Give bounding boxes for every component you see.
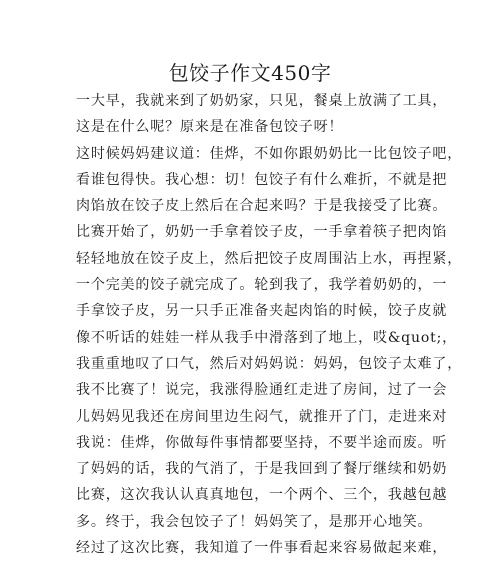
- text-line: 我重重地叹了口气，然后对妈妈说：妈妈，包饺子太难了，: [76, 355, 463, 372]
- text-line: 了妈妈的话，我的气消了，于是我回到了餐厅继续和奶奶: [76, 461, 448, 478]
- text-line: 像不听话的娃娃一样从我手中滑落到了地上，哎&quot;，: [76, 329, 458, 346]
- text-line: 比赛，这次我认认真真地包，一个两个、三个，我越包越: [76, 487, 448, 504]
- essay-body: [76, 88, 463, 561]
- text-line: 轻轻地放在饺子皮上，然后把饺子皮周围沾上水，再捏紧，: [76, 250, 463, 267]
- text-line: 肉馅放在饺子皮上然后在合起来吗？于是我接受了比赛。: [76, 198, 448, 215]
- text-line: 我说：佳烨，你做每件事情都要坚持，不要半途而废。听: [76, 434, 448, 451]
- document-title: 包饺子作文450字: [168, 61, 332, 85]
- text-line: 手拿饺子皮，另一只手正准备夹起肉馅的时候，饺子皮就: [76, 303, 448, 320]
- text-line: 多。终于，我会包饺子了！妈妈笑了，是那开心地笑。: [76, 513, 433, 530]
- text-line: 这是在什么呢？原来是在准备包饺子呀！: [76, 119, 344, 136]
- text-line: 看谁包得快。我心想：切！包饺子有什么难折，不就是把: [76, 171, 448, 188]
- text-line: 我不比赛了！说完，我涨得脸通红走进了房间，过了一会: [76, 382, 448, 399]
- text-line: 一大早，我就来到了奶奶家，只见，餐桌上放满了工具，: [76, 93, 448, 109]
- text-line: 经过了这次比赛，我知道了一件事看起来容易做起来难，: [76, 540, 448, 557]
- text-line: 儿妈妈见我还在房间里边生闷气，就推开了门，走进来对: [76, 408, 448, 425]
- text-line: 这时候妈妈建议道：佳烨，不如你跟奶奶比一比包饺子吧，: [76, 145, 463, 162]
- text-line: 比赛开始了，奶奶一手拿着饺子皮，一手拿着筷子把肉馅: [76, 224, 448, 241]
- text-line: 一个完美的饺子就完成了。轮到我了，我学着奶奶的，一: [76, 277, 448, 294]
